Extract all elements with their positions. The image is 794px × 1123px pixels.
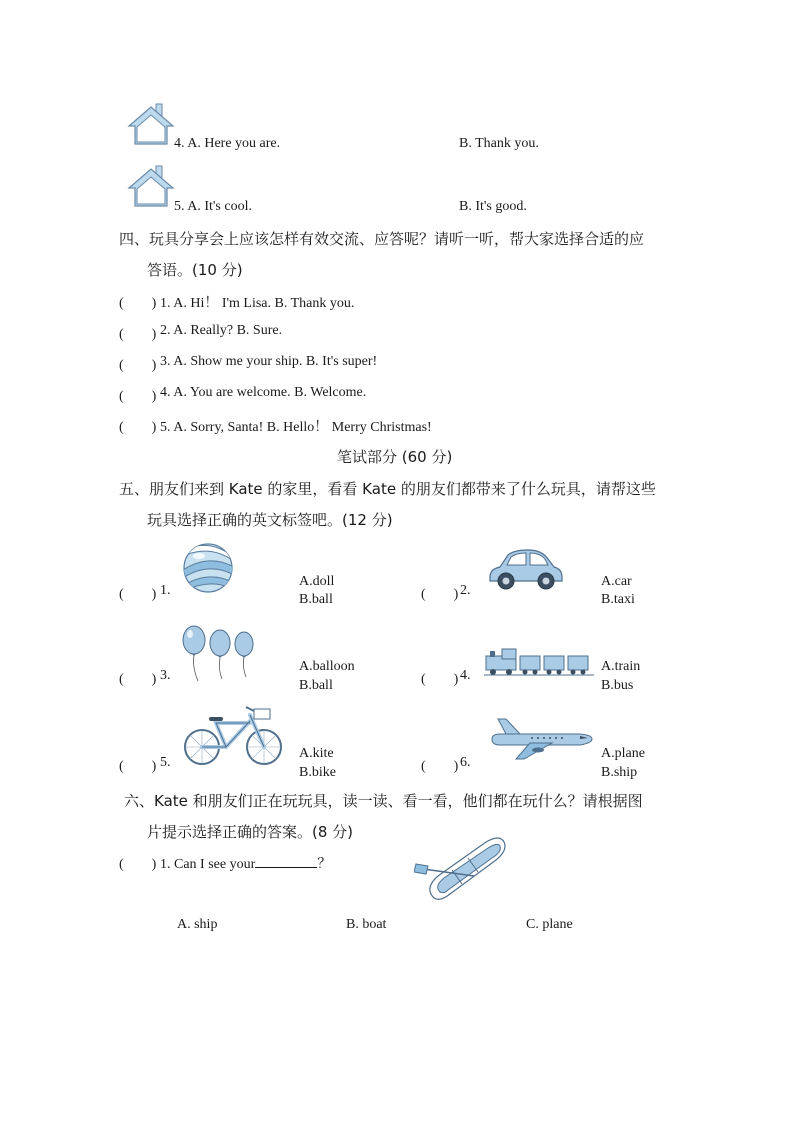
balloons-picture <box>180 625 256 683</box>
answer-paren[interactable]: ( ) <box>421 759 459 774</box>
s5-option-a: A.train <box>601 659 641 674</box>
house-icon <box>126 101 176 149</box>
house-icon <box>126 163 176 211</box>
s3-q5-option-b: B. It's good. <box>459 199 527 214</box>
answer-paren[interactable]: ( ) <box>119 672 157 687</box>
answer-paren[interactable]: ( ) <box>119 587 157 602</box>
s5-option-a: A.kite <box>299 746 334 761</box>
answer-paren[interactable]: ( ) <box>119 296 157 311</box>
s5-option-a: A.car <box>601 574 632 589</box>
s4-item-4: 4. A. You are welcome. B. Welcome. <box>160 385 367 400</box>
s5-option-b: B.ship <box>601 765 638 780</box>
ball-picture <box>182 542 234 594</box>
section6-title: 六、Kate 和朋友们正在玩玩具，读一读、看一看，他们都在玩什么？请根据图 <box>124 792 643 810</box>
s5-option-b: B.bus <box>601 678 634 693</box>
s5-item-num: 5. <box>160 755 171 770</box>
s6-q1-text <box>160 853 331 873</box>
s5-option-b: B.taxi <box>601 592 635 607</box>
s6-q1-suffix: ？ <box>317 857 332 872</box>
section4-title: 四、玩具分享会上应该怎样有效交流、应答呢？请听一听，帮大家选择合适的应 <box>119 230 645 248</box>
section5-title-cont: 玩具选择正确的英文标签吧。(12 分) <box>147 511 393 529</box>
section4-title-cont: 答语。(10 分) <box>147 261 243 279</box>
s6-option-c: C. plane <box>526 917 573 932</box>
s5-option-a: A.plane <box>601 746 645 761</box>
s5-option-b: B.bike <box>299 765 336 780</box>
car-picture <box>486 547 564 591</box>
answer-paren[interactable]: ( ) <box>119 759 157 774</box>
s5-item-num: 6. <box>460 755 471 770</box>
s5-item-num: 4. <box>460 668 471 683</box>
answer-paren[interactable]: ( ) <box>119 857 157 872</box>
s5-option-a: A.balloon <box>299 659 355 674</box>
s4-item-2: 2. A. Really? B. Sure. <box>160 323 283 338</box>
fill-blank[interactable] <box>255 855 317 868</box>
written-part-heading: 笔试部分 (60 分) <box>337 448 453 466</box>
s3-q4-option-b: B. Thank you. <box>459 136 539 151</box>
s5-item-num: 3. <box>160 668 171 683</box>
answer-paren[interactable]: ( ) <box>119 389 157 404</box>
answer-paren[interactable]: ( ) <box>119 327 157 342</box>
train-picture <box>484 646 594 676</box>
answer-paren[interactable]: ( ) <box>119 420 157 435</box>
section6-title-cont: 片提示选择正确的答案。(8 分) <box>147 823 354 841</box>
bike-picture <box>182 701 284 767</box>
section5-title: 五、朋友们来到 Kate 的家里，看看 Kate 的朋友们都带来了什么玩具，请帮这些 <box>119 480 656 498</box>
boat-picture <box>414 836 510 906</box>
s6-option-a: A. ship <box>177 917 218 932</box>
s5-option-b: B.ball <box>299 678 333 693</box>
s4-item-1: 1. A. Hi！ I'm Lisa. B. Thank you. <box>160 296 355 311</box>
s6-option-b: B. boat <box>346 917 387 932</box>
plane-picture <box>486 717 594 761</box>
s3-q5-option-a: 5. A. It's cool. <box>174 199 252 214</box>
s5-option-a: A.doll <box>299 574 335 589</box>
s4-item-5: 5. A. Sorry, Santa! B. Hello！ Merry Christmas! <box>160 420 432 435</box>
s3-q4-option-a: 4. A. Here you are. <box>174 136 281 151</box>
answer-paren[interactable]: ( ) <box>421 587 459 602</box>
s6-q1-prefix: 1. Can I see your <box>160 857 256 872</box>
answer-paren[interactable]: ( ) <box>119 358 157 373</box>
s4-item-3: 3. A. Show me your ship. B. It's super! <box>160 354 378 369</box>
s5-option-b: B.ball <box>299 592 333 607</box>
s5-item-num: 1. <box>160 583 171 598</box>
s5-item-num: 2. <box>460 583 471 598</box>
answer-paren[interactable]: ( ) <box>421 672 459 687</box>
